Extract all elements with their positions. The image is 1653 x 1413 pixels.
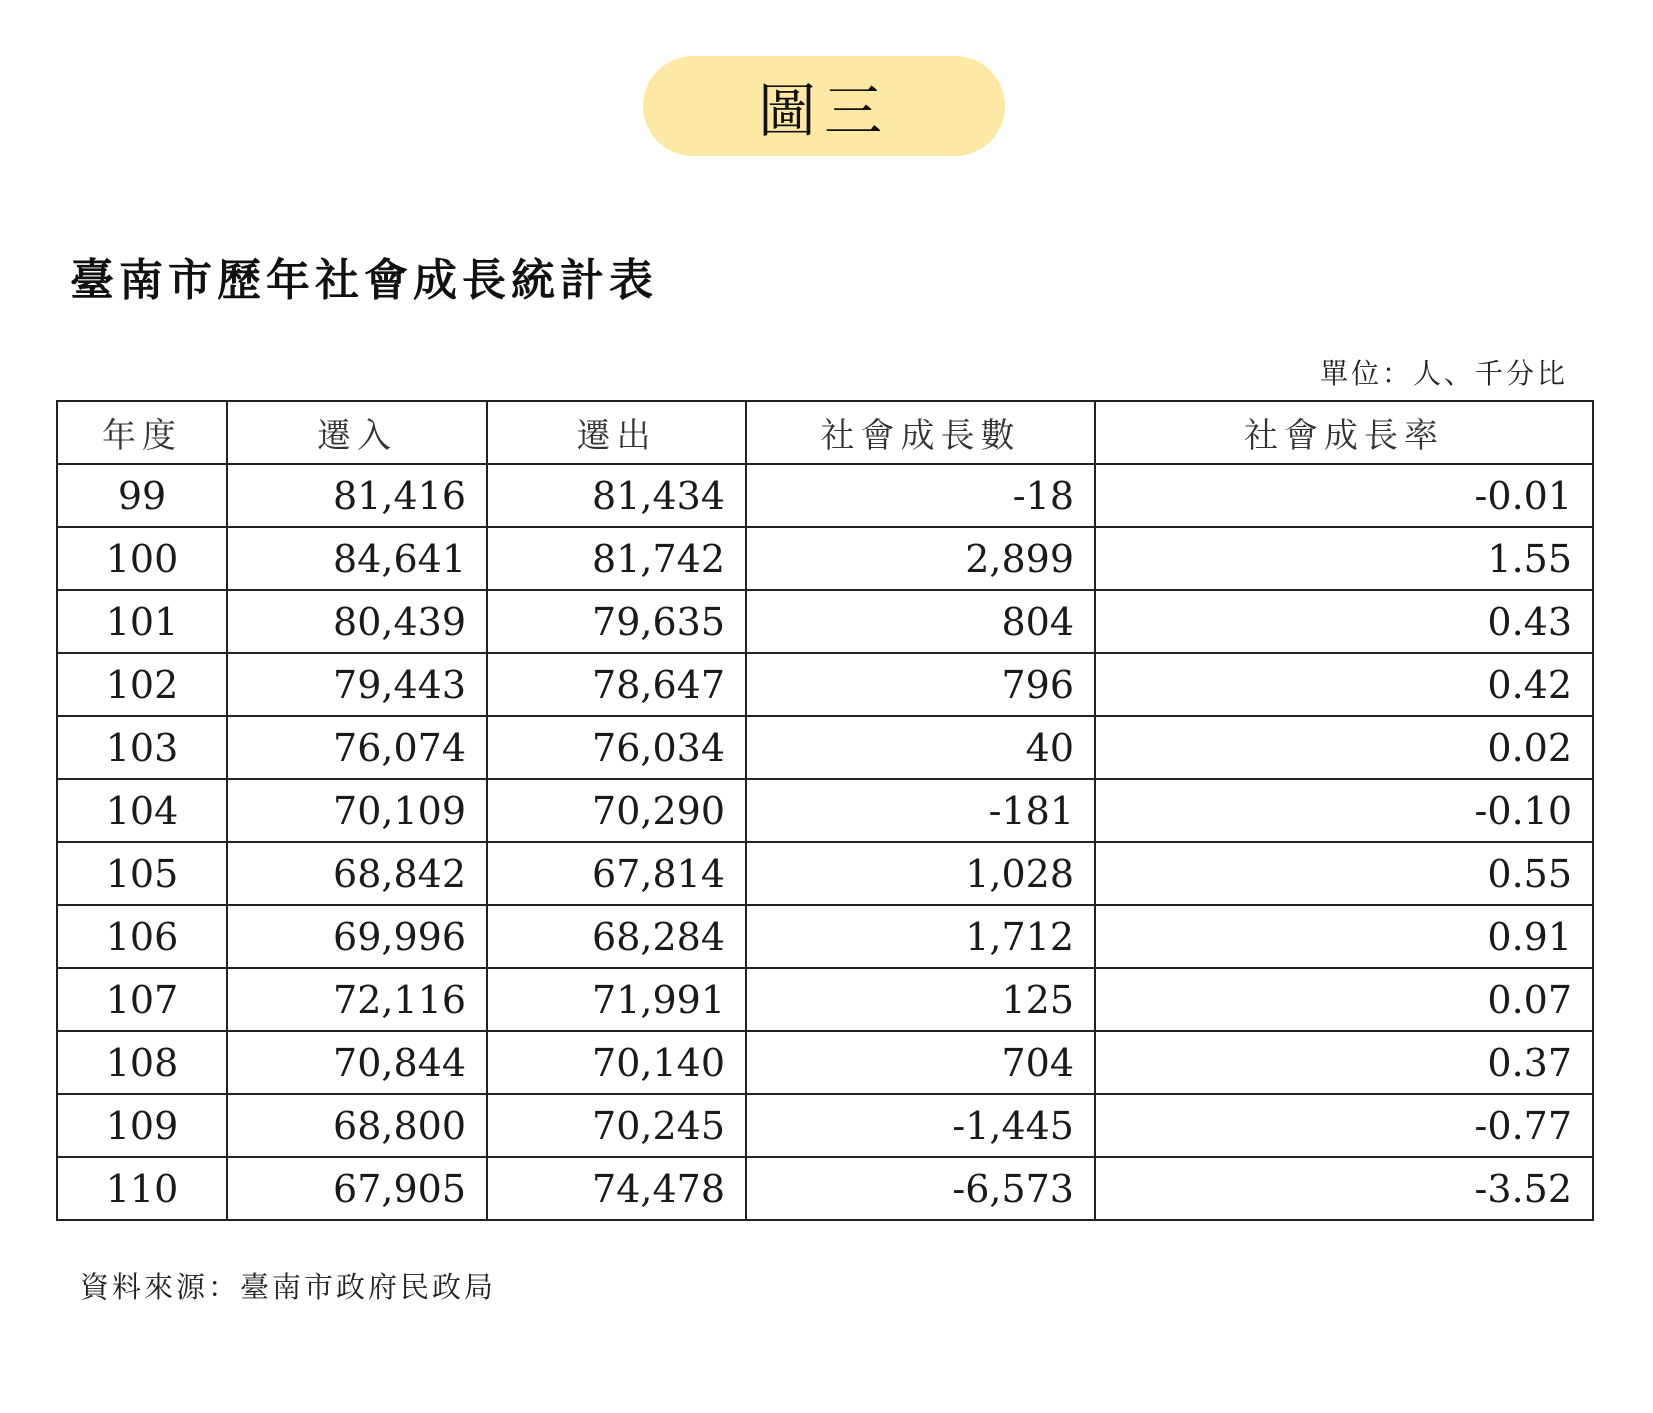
table-header-row [57, 401, 1593, 464]
table-row [57, 464, 1593, 527]
statistics-table [56, 400, 1594, 1221]
year-cell: 100 [57, 527, 227, 590]
table-row [57, 1031, 1593, 1094]
year-cell: 101 [57, 590, 227, 653]
growth-rate-cell: -0.01 [1095, 464, 1593, 527]
move-in-cell: 67,905 [227, 1157, 487, 1220]
growth-count-cell: 1,028 [746, 842, 1095, 905]
growth-rate-cell: 0.02 [1095, 716, 1593, 779]
table-row [57, 1157, 1593, 1220]
year-cell: 107 [57, 968, 227, 1031]
growth-count-cell: -1,445 [746, 1094, 1095, 1157]
growth-count-cell: 2,899 [746, 527, 1095, 590]
move-in-cell: 70,844 [227, 1031, 487, 1094]
move-out-cell: 70,290 [487, 779, 746, 842]
growth-count-cell: 704 [746, 1031, 1095, 1094]
move-out-cell: 67,814 [487, 842, 746, 905]
year-cell: 106 [57, 905, 227, 968]
growth-rate-cell: 1.55 [1095, 527, 1593, 590]
move-in-cell: 79,443 [227, 653, 487, 716]
move-out-cell: 70,245 [487, 1094, 746, 1157]
table-row [57, 779, 1593, 842]
year-cell: 110 [57, 1157, 227, 1220]
move-in-cell: 81,416 [227, 464, 487, 527]
growth-count-cell: 796 [746, 653, 1095, 716]
growth-rate-cell: 0.43 [1095, 590, 1593, 653]
growth-rate-cell: -3.52 [1095, 1157, 1593, 1220]
table-row [57, 968, 1593, 1031]
growth-rate-cell: 0.07 [1095, 968, 1593, 1031]
move-out-cell: 79,635 [487, 590, 746, 653]
growth-rate-cell: 0.42 [1095, 653, 1593, 716]
move-out-cell: 81,434 [487, 464, 746, 527]
column-header-social-growth-rate: 社會成長率 [1095, 401, 1593, 464]
move-in-cell: 72,116 [227, 968, 487, 1031]
column-header-move-in: 遷入 [227, 401, 487, 464]
move-out-cell: 81,742 [487, 527, 746, 590]
move-out-cell: 74,478 [487, 1157, 746, 1220]
growth-count-cell: 1,712 [746, 905, 1095, 968]
move-out-cell: 71,991 [487, 968, 746, 1031]
move-out-cell: 68,284 [487, 905, 746, 968]
year-cell: 108 [57, 1031, 227, 1094]
page-title: 臺南市歷年社會成長統計表 [70, 255, 658, 306]
growth-rate-cell: -0.77 [1095, 1094, 1593, 1157]
table-row [57, 905, 1593, 968]
unit-note: 單位：人、千分比 [1319, 357, 1568, 390]
table-body [57, 464, 1593, 1220]
table-row [57, 590, 1593, 653]
source-note: 資料來源：臺南市政府民政局 [80, 1270, 497, 1304]
move-in-cell: 84,641 [227, 527, 487, 590]
move-out-cell: 78,647 [487, 653, 746, 716]
column-header-move-out: 遷出 [487, 401, 746, 464]
growth-rate-cell: -0.10 [1095, 779, 1593, 842]
figure-label: 圖三 [757, 77, 890, 145]
move-in-cell: 68,842 [227, 842, 487, 905]
year-cell: 105 [57, 842, 227, 905]
table-row [57, 716, 1593, 779]
move-in-cell: 76,074 [227, 716, 487, 779]
move-in-cell: 80,439 [227, 590, 487, 653]
move-out-cell: 70,140 [487, 1031, 746, 1094]
table-row [57, 842, 1593, 905]
growth-rate-cell: 0.37 [1095, 1031, 1593, 1094]
move-out-cell: 76,034 [487, 716, 746, 779]
table-row [57, 653, 1593, 716]
growth-count-cell: 125 [746, 968, 1095, 1031]
column-header-year: 年度 [57, 401, 227, 464]
move-in-cell: 70,109 [227, 779, 487, 842]
growth-count-cell: 804 [746, 590, 1095, 653]
table-row [57, 527, 1593, 590]
year-cell: 109 [57, 1094, 227, 1157]
year-cell: 99 [57, 464, 227, 527]
growth-rate-cell: 0.55 [1095, 842, 1593, 905]
growth-count-cell: -18 [746, 464, 1095, 527]
move-in-cell: 69,996 [227, 905, 487, 968]
table-row [57, 1094, 1593, 1157]
column-header-social-growth-count: 社會成長數 [746, 401, 1095, 464]
year-cell: 103 [57, 716, 227, 779]
year-cell: 102 [57, 653, 227, 716]
year-cell: 104 [57, 779, 227, 842]
move-in-cell: 68,800 [227, 1094, 487, 1157]
figure-label-badge [643, 56, 1005, 156]
growth-count-cell: 40 [746, 716, 1095, 779]
growth-rate-cell: 0.91 [1095, 905, 1593, 968]
growth-count-cell: -6,573 [746, 1157, 1095, 1220]
growth-count-cell: -181 [746, 779, 1095, 842]
